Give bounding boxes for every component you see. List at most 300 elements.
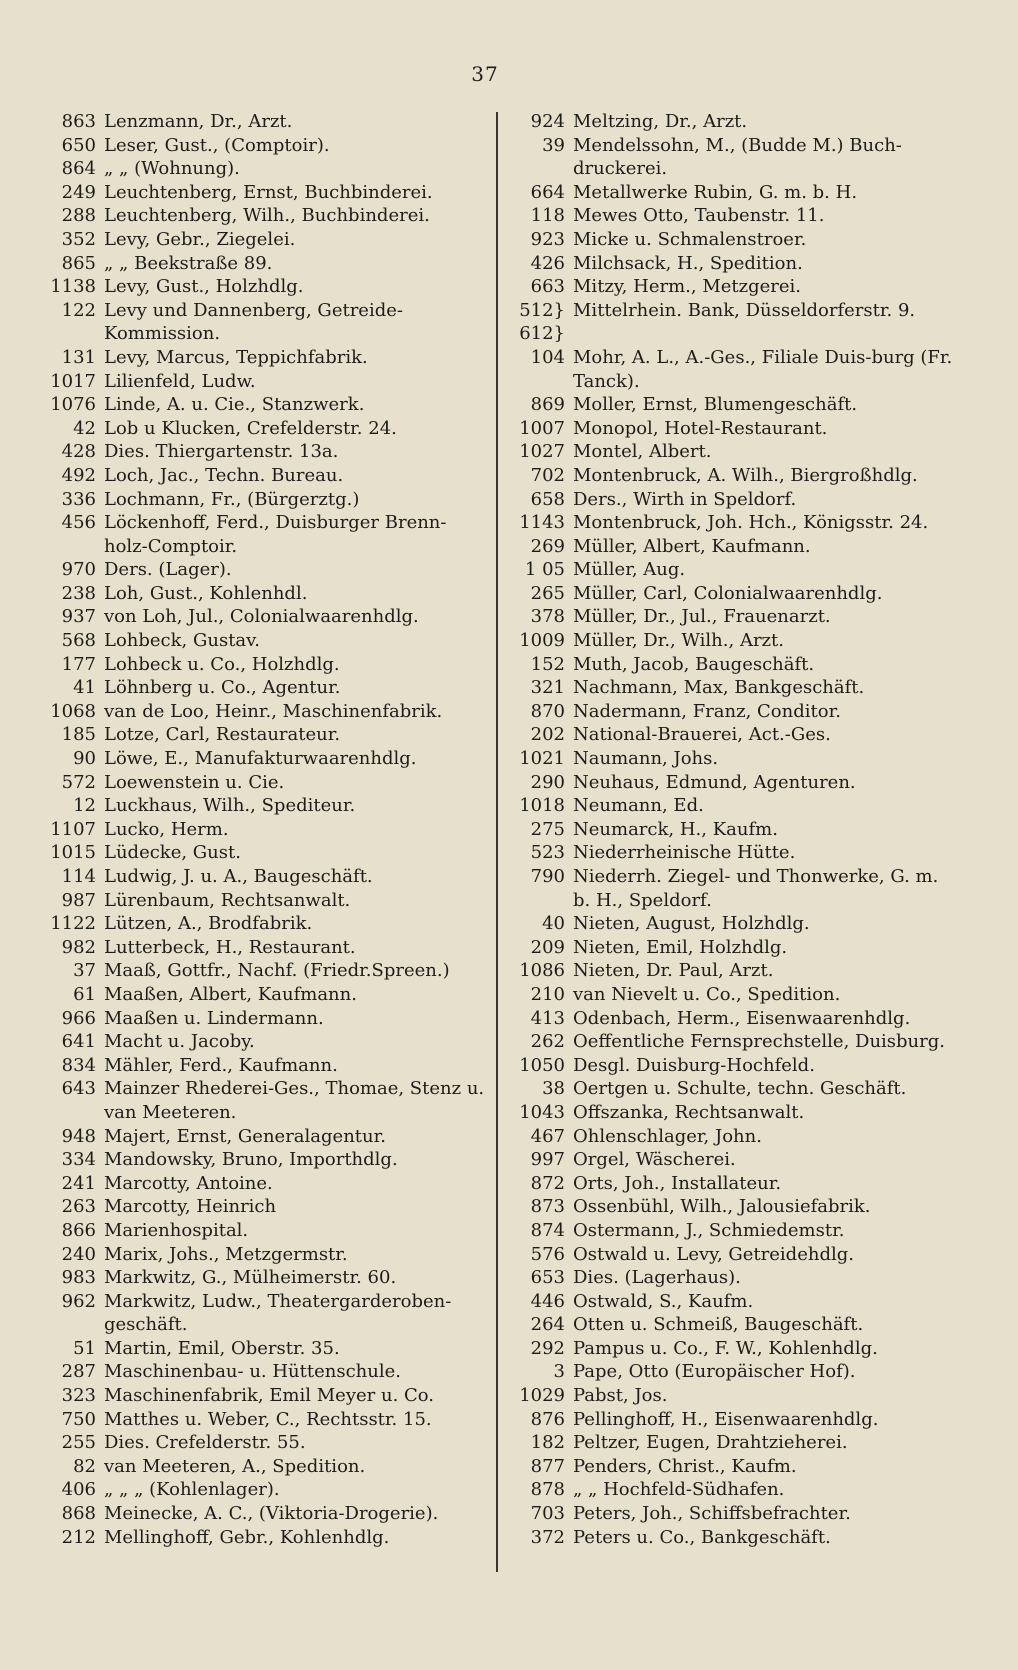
directory-entry [44,275,489,299]
entry-number: 834 [61,1054,96,1076]
directory-entry [513,417,953,441]
entry-text: Majert, Ernst, Generalagentur. [104,1125,386,1147]
entry-text: Martin, Emil, Oberstr. 35. [104,1337,340,1359]
directory-entry [44,605,489,629]
entry-number: 664 [530,181,565,203]
directory-entry [44,204,489,228]
entry-number: 413 [530,1007,565,1029]
directory-entry [44,1455,489,1479]
entry-number: 987 [61,889,96,911]
entry-number: 650 [61,134,96,156]
entry-number: 572 [61,771,96,793]
left-column [44,110,489,1549]
entry-text: Löhnberg u. Co., Agentur. [104,677,341,699]
entry-number: 1122 [50,913,96,935]
entry-text: Naumann, Johs. [573,748,719,770]
entry-text: Pabst, Jos. [573,1385,668,1407]
entry-number: 38 [542,1078,565,1100]
entry-number: 1050 [519,1054,565,1076]
directory-entry [513,1384,953,1408]
entry-text: Lützen, A., Brodfabrik. [104,913,313,935]
entry-number: 39 [542,134,565,156]
directory-entry [513,1030,953,1054]
entry-text: Neuhaus, Edmund, Agenturen. [573,771,856,793]
entry-number: 90 [73,748,96,770]
directory-entry [513,228,953,252]
entry-text: Müller, Dr., Jul., Frauenarzt. [573,606,831,628]
directory-entry [513,252,953,276]
entry-text: van de Loo, Heinr., Maschinenfabrik. [104,700,443,722]
directory-entry [44,110,489,134]
directory-entry [513,558,953,582]
entry-number: 428 [61,441,96,463]
directory-entry [44,157,489,181]
entry-number: 182 [530,1432,565,1454]
directory-entry [513,1313,953,1337]
entry-number: 275 [530,818,565,840]
entry-text: Maschinenbau- u. Hüttenschule. [104,1361,401,1383]
entry-text: Lutterbeck, H., Restaurant. [104,936,356,958]
directory-entry [44,1360,489,1384]
directory-entry [44,841,489,865]
directory-entry [44,1030,489,1054]
directory-entry [44,370,489,394]
entry-text: Desgl. Duisburg-Hochfeld. [573,1054,815,1076]
entry-text: Müller, Aug. [573,559,686,581]
entry-number: 51 [73,1337,96,1359]
entry-number: 212 [61,1526,96,1548]
directory-entry [513,110,953,134]
entry-number: 265 [530,582,565,604]
entry-number: 869 [530,394,565,416]
entry-number: 997 [530,1149,565,1171]
directory-entry [513,1007,953,1031]
entry-text: Ludwig, J. u. A., Baugeschäft. [104,866,373,887]
entry-number: 104 [530,346,565,368]
entry-number: 378 [530,606,565,628]
entry-number: 1029 [519,1385,565,1407]
directory-entry [44,1384,489,1408]
entry-text: Milchsack, H., Spedition. [573,252,803,274]
entry-text: Leuchtenberg, Ernst, Buchbinderei. [104,181,433,203]
entry-text: Löwe, E., Manufakturwaarenhdlg. [104,748,417,770]
entry-number: 872 [530,1172,565,1194]
entry-number: 863 [61,111,96,132]
entry-text: Leuchtenberg, Wilh., Buchbinderei. [104,205,430,227]
entry-number: 876 [530,1408,565,1430]
entry-number: 1017 [50,370,96,392]
directory-entry [513,1526,953,1550]
entry-number: 658 [530,488,565,510]
entry-text: Penders, Christ., Kaufm. [573,1455,797,1477]
entry-number: 948 [61,1125,96,1147]
entry-number: 152 [530,653,565,675]
entry-number: 321 [530,677,565,699]
directory-entry [44,393,489,417]
directory-entry [44,511,489,558]
entry-text: Ohlenschlager, John. [573,1125,762,1147]
entry-text: Dies. (Lagerhaus). [573,1267,741,1289]
entry-number: 576 [530,1243,565,1265]
entry-number: 255 [61,1432,96,1454]
entry-text: „ „ (Wohnung). [104,158,240,180]
entry-text: Offszanka, Rechtsanwalt. [573,1101,805,1123]
directory-entry [513,511,953,535]
directory-entry [513,605,953,629]
entry-number: 966 [61,1007,96,1029]
directory-entry [513,700,953,724]
directory-entry [513,1408,953,1432]
entry-text: Müller, Carl, Colonialwaarenhdlg. [573,582,883,604]
directory-entry [44,228,489,252]
directory-entry [44,1478,489,1502]
directory-entry [513,1266,953,1290]
entry-text: Loch, Jac., Techn. Bureau. [104,464,344,486]
entry-number: 290 [530,771,565,793]
entry-number: 209 [530,936,565,958]
directory-entry [513,1360,953,1384]
entry-number: 262 [530,1031,565,1053]
entry-text: Ders., Wirth in Speldorf. [573,488,797,510]
entry-number: 269 [530,535,565,557]
entry-text: Levy und Dannenberg, Getreide-Kommission. [104,299,403,345]
entry-number: 456 [61,512,96,534]
directory-entry [513,393,953,417]
entry-number: 3 [553,1361,565,1383]
entry-number: 864 [61,158,96,180]
entry-number: 874 [530,1219,565,1241]
directory-entry [44,865,489,889]
entry-text: Marix, Johs., Metzgermstr. [104,1243,348,1265]
entry-text: Lucko, Herm. [104,818,229,840]
directory-entry [513,653,953,677]
page-number: 37 [471,62,499,86]
entry-number: 865 [61,252,96,274]
entry-text: Luckhaus, Wilh., Spediteur. [104,795,356,817]
directory-entry [513,204,953,228]
entry-number: 118 [530,205,565,227]
entry-number: 1086 [519,960,565,982]
entry-text: Levy, Gust., Holzhdlg. [104,276,304,298]
entry-number: 878 [530,1479,565,1501]
entry-number: 653 [530,1267,565,1289]
directory-entry [44,983,489,1007]
entry-number: 41 [73,677,96,699]
entry-text: „ „ Hochfeld-Südhafen. [573,1479,785,1501]
directory-entry [44,1243,489,1267]
entry-number: 426 [530,252,565,274]
entry-text: Montenbruck, A. Wilh., Biergroßhdlg. [573,464,918,486]
directory-entry [44,818,489,842]
entry-text: Nachmann, Max, Bankgeschäft. [573,677,865,699]
directory-entry [44,440,489,464]
directory-entry [44,936,489,960]
directory-entry [44,181,489,205]
entry-text: Lohbeck, Gustav. [104,630,260,652]
directory-entry [44,1431,489,1455]
entry-number: 1138 [50,276,96,298]
entry-text: Niederrh. Ziegel- und Thonwerke, G. m. b. H., Speldorf. [573,866,939,911]
directory-entry [513,1172,953,1196]
entry-text: Mittelrhein. Bank, Düsseldorferstr. 9. [573,299,916,321]
entry-number: 263 [61,1196,96,1218]
directory-entry [44,346,489,370]
directory-entry [513,346,953,393]
directory-entry [513,535,953,559]
directory-entry [44,1219,489,1243]
entry-number: 238 [61,582,96,604]
entry-number: 1076 [50,394,96,416]
entry-number: 240 [61,1243,96,1265]
entry-number: 292 [530,1337,565,1359]
directory-entry [44,794,489,818]
entry-number: 1009 [519,630,565,652]
entry-text: Nieten, Dr. Paul, Arzt. [573,960,774,982]
entry-number: 42 [73,417,96,439]
entry-number: 202 [530,724,565,746]
entry-text: Müller, Dr., Wilh., Arzt. [573,630,784,652]
directory-entry [513,1148,953,1172]
entry-number: 703 [530,1503,565,1525]
directory-entry [44,558,489,582]
entry-text: Maaßen, Albert, Kaufmann. [104,983,357,1005]
entry-text: Leser, Gust., (Comptoir). [104,134,330,156]
entry-text: Ostermann, J., Schmiedemstr. [573,1219,845,1241]
entry-text: Markwitz, G., Mülheimerstr. 60. [104,1267,397,1289]
entry-number: 512} 612} [519,299,565,345]
directory-entry [44,889,489,913]
entry-number: 641 [61,1031,96,1053]
entry-number: 924 [530,111,565,132]
entry-number: 12 [73,795,96,817]
entry-number: 663 [530,276,565,298]
entry-text: Ossenbühl, Wilh., Jalousiefabrik. [573,1196,871,1218]
entry-text: Lochmann, Fr., (Bürgerztg.) [104,488,360,510]
entry-number: 702 [530,464,565,486]
directory-entry [513,983,953,1007]
directory-entry [513,275,953,299]
directory-entry [513,1431,953,1455]
entry-text: Peters u. Co., Bankgeschäft. [573,1526,831,1548]
directory-entry [513,865,953,912]
entry-number: 877 [530,1455,565,1477]
entry-text: Linde, A. u. Cie., Stanzwerk. [104,394,365,416]
entry-text: Nadermann, Franz, Conditor. [573,700,841,722]
directory-entry [44,252,489,276]
directory-entry [513,1243,953,1267]
entry-number: 923 [530,228,565,250]
entry-number: 1018 [519,795,565,817]
entry-text: Dies. Thiergartenstr. 13a. [104,441,339,463]
entry-text: Montel, Albert. [573,441,712,463]
entry-text: Marienhospital. [104,1219,249,1241]
entry-number: 210 [530,983,565,1005]
entry-number: 406 [61,1479,96,1501]
entry-number: 185 [61,724,96,746]
entry-text: Matthes u. Weber, C., Rechtsstr. 15. [104,1408,432,1430]
entry-text: Mohr, A. L., A.-Ges., Filiale Duis-burg (Fr. Tanck). [573,346,953,392]
entry-text: Levy, Gebr., Ziegelei. [104,228,296,250]
entry-number: 323 [61,1385,96,1407]
entry-text: Nieten, Emil, Holzhdlg. [573,936,788,958]
entry-number: 870 [530,700,565,722]
directory-entry [44,1077,489,1124]
entry-number: 1007 [519,417,565,439]
directory-entry [44,676,489,700]
entry-text: „ „ „ (Kohlenlager). [104,1479,280,1501]
entry-number: 750 [61,1408,96,1430]
entry-number: 131 [61,346,96,368]
entry-number: 249 [61,181,96,203]
entry-number: 352 [61,228,96,250]
entry-text: Maschinenfabrik, Emil Meyer u. Co. [104,1385,435,1407]
entry-text: Mewes Otto, Taubenstr. 11. [573,205,825,227]
entry-number: 287 [61,1361,96,1383]
entry-text: Loh, Gust., Kohlenhdl. [104,582,308,604]
directory-entry [513,676,953,700]
entry-text: Lürenbaum, Rechtsanwalt. [104,889,351,911]
entry-number: 1027 [519,441,565,463]
column-divider [496,112,498,1572]
entry-text: Pellinghoff, H., Eisenwaarenhdlg. [573,1408,879,1430]
entry-text: Mellinghoff, Gebr., Kohlenhdlg. [104,1526,390,1548]
directory-entry [44,582,489,606]
entry-text: Lob u Klucken, Crefelderstr. 24. [104,417,397,439]
entry-text: Mähler, Ferd., Kaufmann. [104,1054,338,1076]
entry-number: 372 [530,1526,565,1548]
entry-text: Macht u. Jacoby. [104,1031,255,1053]
directory-entry [44,1148,489,1172]
entry-text: Mitzy, Herm., Metzgerei. [573,276,802,298]
directory-entry [44,700,489,724]
directory-entry [513,1125,953,1149]
directory-entry [513,818,953,842]
entry-text: Neumann, Ed. [573,795,704,817]
entry-number: 1143 [519,512,565,534]
entry-text: Meinecke, A. C., (Viktoria-Drogerie). [104,1503,439,1525]
directory-entry [44,1526,489,1550]
directory-entry [513,1478,953,1502]
directory-entry [44,1195,489,1219]
entry-text: Lotze, Carl, Restaurateur. [104,724,341,746]
directory-entry [513,181,953,205]
directory-entry [44,488,489,512]
entry-number: 492 [61,464,96,486]
entry-text: Monopol, Hotel-Restaurant. [573,417,828,439]
directory-entry [44,1125,489,1149]
directory-entry [513,440,953,464]
entry-number: 122 [61,299,96,321]
directory-entry [44,771,489,795]
entry-number: 970 [61,559,96,581]
entry-text: Maaßen u. Lindermann. [104,1007,324,1029]
directory-entry [513,1077,953,1101]
directory-entry [513,959,953,983]
directory-entry [44,629,489,653]
entry-text: Neumarck, H., Kaufm. [573,818,778,840]
directory-entry [44,747,489,771]
entry-text: Metallwerke Rubin, G. m. b. H. [573,181,858,203]
directory-entry [513,299,953,346]
entry-text: Oertgen u. Schulte, techn. Geschäft. [573,1078,907,1100]
entry-number: 37 [73,960,96,982]
entry-number: 1015 [50,842,96,864]
entry-number: 523 [530,842,565,864]
directory-entry [513,464,953,488]
directory-entry [513,1502,953,1526]
directory-entry [513,134,953,181]
directory-entry [513,582,953,606]
entry-text: National-Brauerei, Act.-Ges. [573,724,831,746]
entry-text: Orts, Joh., Installateur. [573,1172,782,1194]
entry-text: Mendelssohn, M., (Budde M.) Buch-druckerei. [573,134,902,180]
entry-number: 336 [61,488,96,510]
entry-text: Ostwald, S., Kaufm. [573,1290,754,1312]
entry-number: 1043 [519,1101,565,1123]
entry-number: 82 [73,1455,96,1477]
entry-number: 1107 [50,818,96,840]
entry-text: van Meeteren, A., Spedition. [104,1455,366,1477]
directory-entry [44,723,489,747]
entry-number: 873 [530,1196,565,1218]
directory-entry [44,1408,489,1432]
entry-text: Lohbeck u. Co., Holzhdlg. [104,653,340,675]
entry-text: Lilienfeld, Ludw. [104,370,256,392]
entry-number: 467 [530,1125,565,1147]
entry-text: Otten u. Schmeiß, Baugeschäft. [573,1314,864,1336]
directory-entry [513,488,953,512]
entry-text: Mandowsky, Bruno, Importhdlg. [104,1149,398,1171]
directory-entry [513,1290,953,1314]
entry-text: Levy, Marcus, Teppichfabrik. [104,346,368,368]
directory-entry [44,464,489,488]
directory-entry [44,912,489,936]
entry-number: 868 [61,1503,96,1525]
directory-entry [44,653,489,677]
directory-entry [44,134,489,158]
entry-text: „ „ Beekstraße 89. [104,252,273,274]
directory-entry [513,629,953,653]
entry-text: Lenzmann, Dr., Arzt. [104,111,293,132]
directory-entry [513,771,953,795]
entry-text: Loewenstein u. Cie. [104,771,285,793]
entry-number: 790 [530,866,565,887]
entry-text: von Loh, Jul., Colonialwaarenhdlg. [104,606,419,628]
entry-text: Ostwald u. Levy, Getreidehdlg. [573,1243,854,1265]
entry-number: 61 [73,983,96,1005]
entry-text: Moller, Ernst, Blumengeschäft. [573,394,858,416]
entry-number: 982 [61,936,96,958]
directory-entry [44,1337,489,1361]
directory-entry [513,1455,953,1479]
entry-number: 40 [542,913,565,935]
directory-entry [513,747,953,771]
directory-entry [44,1290,489,1337]
directory-entry [513,1219,953,1243]
directory-entry [44,1054,489,1078]
entry-number: 114 [61,866,96,887]
entry-text: Peters, Joh., Schiffsbefrachter. [573,1503,851,1525]
directory-entry [513,723,953,747]
entry-number: 288 [61,205,96,227]
directory-entry [44,1502,489,1526]
entry-number: 568 [61,630,96,652]
directory-entry [513,1101,953,1125]
entry-text: Micke u. Schmalenstroer. [573,228,807,250]
directory-entry [513,794,953,818]
entry-text: Nieten, August, Holzhdlg. [573,913,810,935]
entry-text: Pape, Otto (Europäischer Hof). [573,1361,856,1383]
